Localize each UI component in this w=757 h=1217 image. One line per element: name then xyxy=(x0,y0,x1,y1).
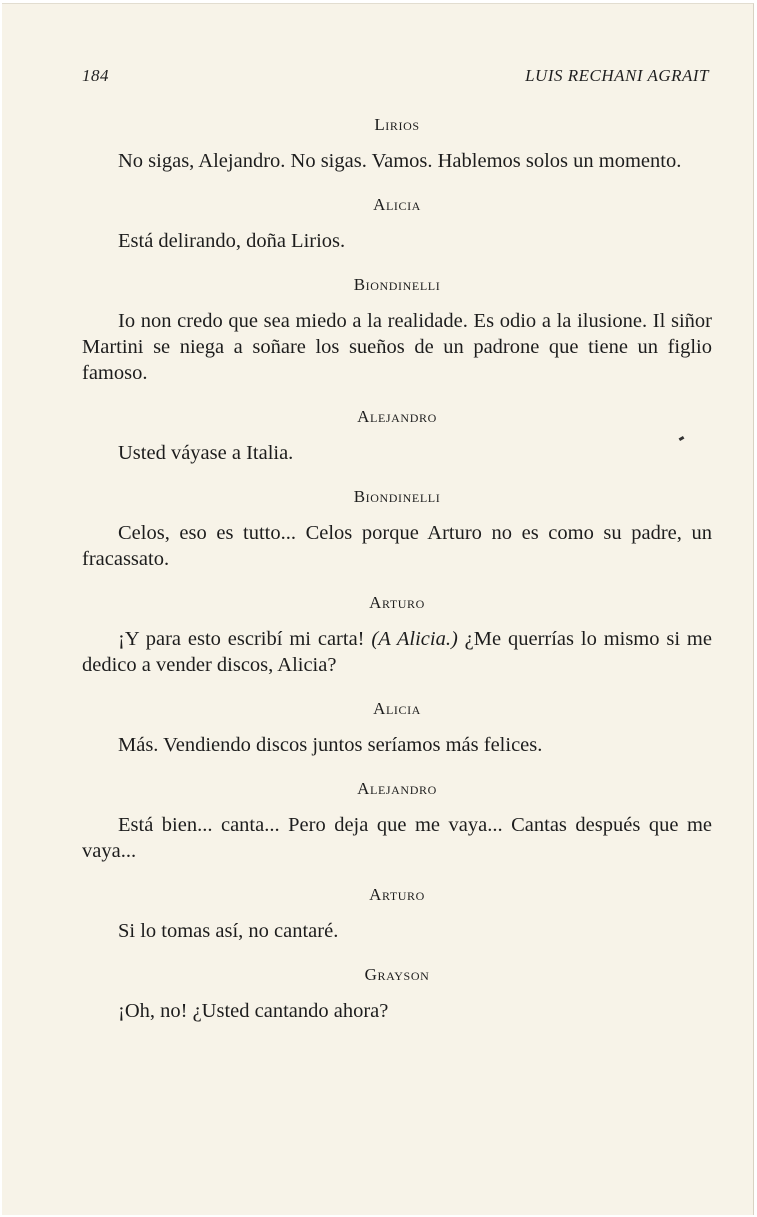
speech-text: Celos, eso es tutto... Celos porque Arturo no es como su padre, un fracassato. xyxy=(82,522,712,570)
speech-text: Io non credo que sea miedo a la realidade. Es odio a la ilusione. Il siñor Martini se niega a soñare los sueños de un padrone que tiene un figlio famoso. xyxy=(82,310,712,384)
dialogue-block xyxy=(82,882,712,944)
speaker-name: Biondinelli xyxy=(353,487,441,506)
running-head-author: LUIS RECHANI AGRAIT xyxy=(525,66,709,85)
play-script xyxy=(82,112,712,1042)
speech-text-part: ¡Y para esto escribí mi carta! xyxy=(118,628,372,650)
speech-text: Si lo tomas así, no cantaré. xyxy=(118,920,339,942)
speaker-name: Alicia xyxy=(373,699,421,718)
dialogue-block xyxy=(82,272,712,386)
speech-text: Está bien... canta... Pero deja que me vaya... Cantas después que me vaya... xyxy=(82,814,712,862)
speech-text: Más. Vendiendo discos juntos seríamos más felices. xyxy=(118,734,543,756)
speech-text: Está delirando, doña Lirios. xyxy=(118,230,346,252)
dialogue-block xyxy=(82,776,712,864)
speech-text: No sigas, Alejandro. No sigas. Vamos. Hablemos solos un momento. xyxy=(118,150,682,172)
book-page xyxy=(2,3,754,1215)
dialogue-block xyxy=(82,962,712,1024)
dialogue-block xyxy=(82,112,712,174)
speaker-name: Arturo xyxy=(369,593,425,612)
dialogue-block xyxy=(82,192,712,254)
speaker-name: Lirios xyxy=(374,115,420,134)
dialogue-block xyxy=(82,696,712,758)
speaker-name: Alejandro xyxy=(357,779,437,798)
speaker-name: Grayson xyxy=(364,965,430,984)
speaker-name: Alejandro xyxy=(357,407,437,426)
speaker-name: Arturo xyxy=(369,885,425,904)
speech-text: ¡Oh, no! ¿Usted cantando ahora? xyxy=(118,1000,389,1022)
dialogue-block xyxy=(82,484,712,572)
speech-text: Usted váyase a Italia. xyxy=(118,442,294,464)
speech-text-part: ¿Me querrías lo mismo si me dedico a vender discos, Alicia? xyxy=(82,628,712,676)
speaker-name: Alicia xyxy=(373,195,421,214)
speech-text xyxy=(82,626,712,678)
page-number: 184 xyxy=(82,66,109,85)
dialogue-block xyxy=(82,590,712,678)
stage-direction: (A Alicia.) xyxy=(371,628,458,650)
speaker-name: Biondinelli xyxy=(353,275,441,294)
dialogue-block xyxy=(82,404,712,466)
